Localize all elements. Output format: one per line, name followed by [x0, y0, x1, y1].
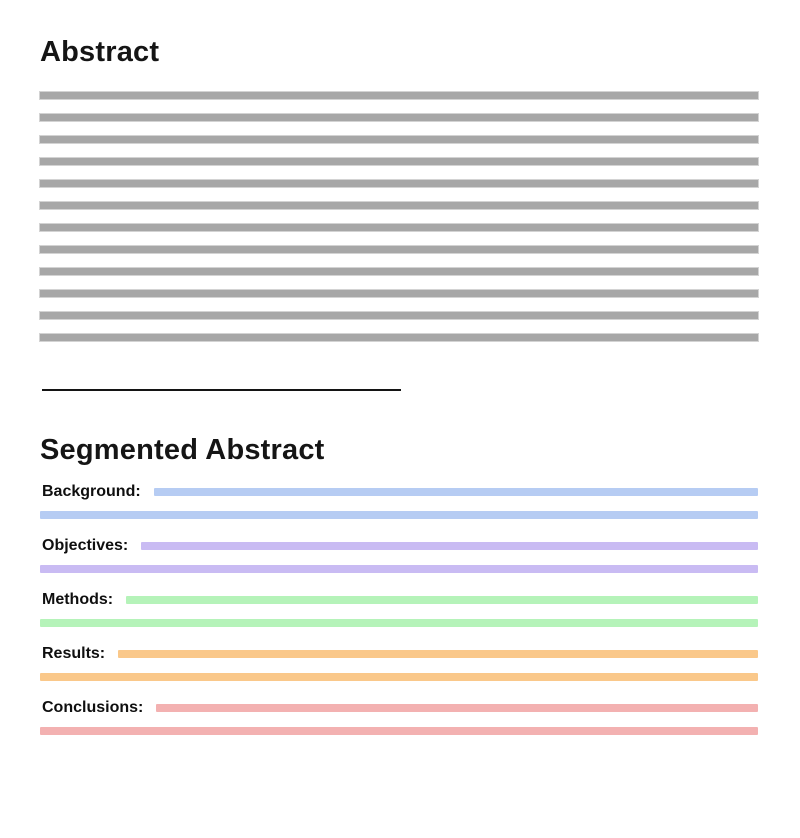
page [0, 38, 800, 735]
segment-bar-short [156, 704, 758, 712]
placeholder-line [40, 92, 758, 99]
segment-row-top [40, 698, 758, 718]
segment-row-methods [40, 590, 758, 627]
placeholder-line [40, 334, 758, 341]
segment-row-objectives [40, 536, 758, 573]
placeholder-line [40, 114, 758, 121]
segment-bar-short [118, 650, 758, 658]
placeholder-line [40, 136, 758, 143]
segment-row-top [40, 482, 758, 502]
segment-row-conclusions [40, 698, 758, 735]
placeholder-line [40, 312, 758, 319]
section-divider [42, 389, 401, 391]
segment-row-top [40, 536, 758, 556]
segment-bar-full [40, 565, 758, 573]
segment-bar-full [40, 511, 758, 519]
segment-row-top [40, 644, 758, 664]
segment-label: Objectives: [42, 537, 129, 554]
segment-label: Results: [42, 645, 106, 662]
segment-bar-full [40, 619, 758, 627]
abstract-heading: Abstract [40, 36, 160, 68]
segment-row-results [40, 644, 758, 681]
abstract-placeholder-lines [40, 92, 758, 341]
placeholder-line [40, 268, 758, 275]
segment-bar-short [126, 596, 758, 604]
placeholder-line [40, 158, 758, 165]
placeholder-line [40, 224, 758, 231]
segment-label: Conclusions: [42, 699, 144, 716]
segment-label: Methods: [42, 591, 114, 608]
segment-label: Background: [42, 483, 141, 500]
segment-bar-short [154, 488, 758, 496]
segment-bar-full [40, 673, 758, 681]
placeholder-line [40, 180, 758, 187]
segmented-abstract-heading: Segmented Abstract [40, 434, 325, 466]
placeholder-line [40, 246, 758, 253]
segment-row-top [40, 590, 758, 610]
placeholder-line [40, 202, 758, 209]
segment-bar-short [141, 542, 758, 550]
segment-row-background [40, 482, 758, 519]
segment-bar-full [40, 727, 758, 735]
placeholder-line [40, 290, 758, 297]
